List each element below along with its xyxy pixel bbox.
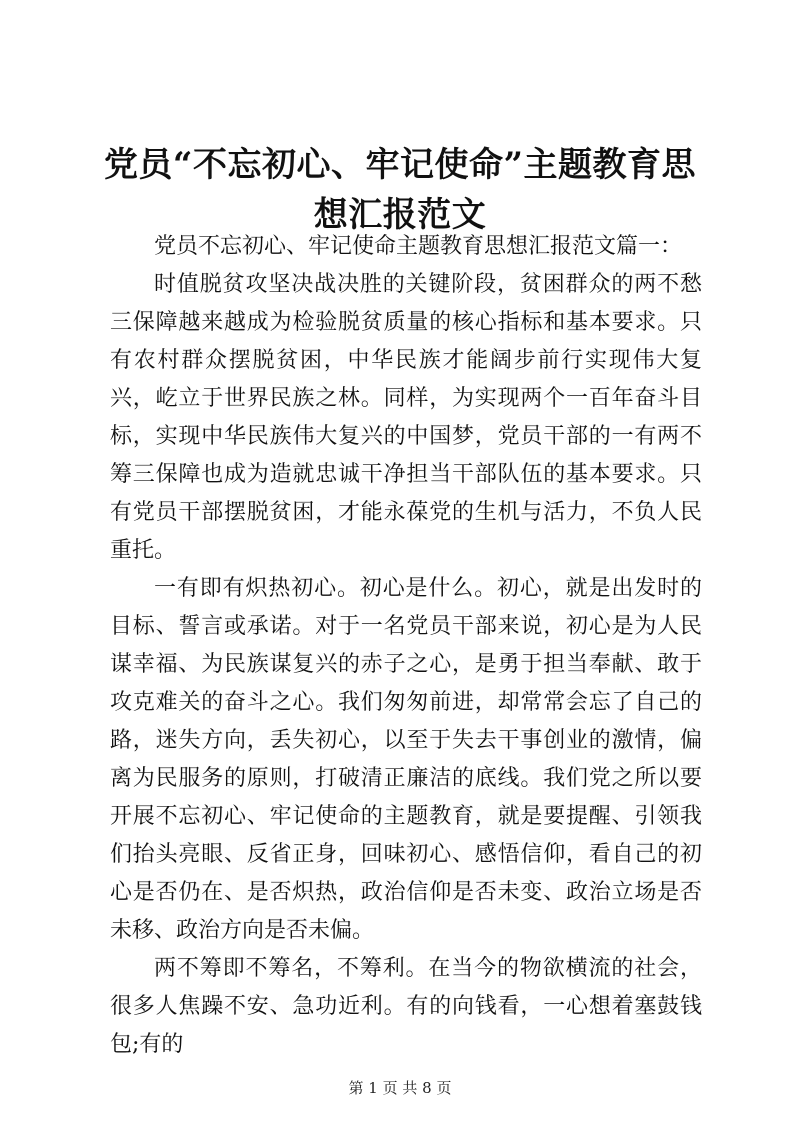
paragraph: 一有即有炽热初心。初心是什么。初心，就是出发时的目标、誓言或承诺。对于一名党员干部来说，初心是为人民谋幸福、为民族谋复兴的赤子之心，是勇于担当奉献、敢于攻克难关的奋斗之心。我们匆匆前进，却常常会忘了自己的路，迷失方向，丢失初心，以至于失去干事创业的激情，偏离为民服务的原则，打破清正廉洁的底线。我们党之所以要开展不忘初心、牢记使命的主题教育，就是要提醒、引领我们抬头亮眼、反省正身，回味初心、感悟信仰，看自己的初心是否仍在、是否炽热，政治信仰是否未变、政治立场是否未移、政治方向是否未偏。 [110,576,702,943]
paragraph: 两不筹即不筹名，不筹利。在当今的物欲横流的社会，很多人焦躁不安、急功近利。有的向钱看，一心想着塞鼓钱包;有的 [110,956,702,1057]
paragraph-heading: 党员不忘初心、牢记使命主题教育思想汇报范文篇一： [154,234,683,259]
page-footer: 第 1 页 共 8 页 [348,1079,452,1097]
document-body [110,228,702,1064]
paragraph: 时值脱贫攻坚决战决胜的关键阶段，贫困群众的两不愁三保障越来越成为检验脱贫质量的核心指标和基本要求。只有农村群众摆脱贫困，中华民族才能阔步前行实现伟大复兴，屹立于世界民族之林。同样，为实现两个一百年奋斗目标，实现中华民族伟大复兴的中国梦，党员干部的一有两不筹三保障也成为造就忠诚干净担当干部队伍的基本要求。只有党员干部摆脱贫困，才能永葆党的生机与活力，不负人民重托。 [110,272,702,563]
document-title: 党员“不忘初心、牢记使命”主题教育思想汇报范文 [103,145,697,235]
